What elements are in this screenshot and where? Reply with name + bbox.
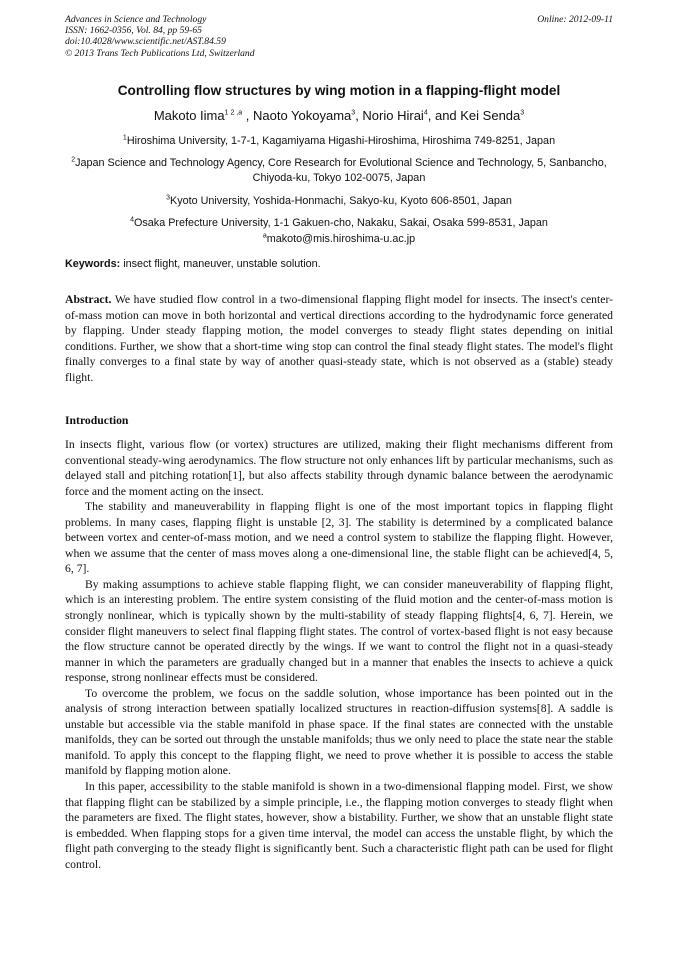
abstract (65, 292, 613, 386)
affiliation-mark: 1 (122, 134, 127, 142)
affiliation-text: Kyoto University, Yoshida-Honmachi, Sakyo-ku, Kyoto 606-8501, Japan (170, 195, 512, 207)
author-affiliation-mark: 3 (351, 109, 356, 117)
online-date: Online: 2012-09-11 (537, 14, 613, 25)
abstract-label: Abstract. (65, 293, 112, 306)
paragraph: In insects flight, various flow (or vortex) structures are utilized, making their flight mechanisms different from conventional steady-wing aerodynamics. The flow structure not only enhances lift by particular mechanisms, such as delayed stall and pitching rotation[1], but also affects stability through dynamic balance between the aerodynamic force and the moment acting on the insect. (65, 438, 613, 498)
affiliation-text: Japan Science and Technology Agency, Core Research for Evolutional Science and Technology, 5, Sanbancho, Chiyoda-ku, Tokyo 102-0075, Japan (75, 157, 607, 185)
affiliation-3 (60, 194, 618, 209)
email-line (60, 232, 618, 247)
paper-title: Controlling flow structures by wing motion in a flapping-flight model (117, 83, 561, 98)
issn: ISSN: 1662-0356, Vol. 84, pp 59-65 (65, 25, 202, 37)
author-affiliation-mark: 3 (520, 109, 525, 117)
paragraph: By making assumptions to achieve stable flapping flight, we can consider maneuverability of flapping flight, which is an interesting problem. The entire system consisting of the fluid motion and the center-of-mass motion is strongly nonlinear, which is typically shown by the multi-stability of steady flapping flights[4, 6, 7]. Herein, we consider flight maneuvers to select final flapping flight states. The control of vortex-based flight is not easy because the flow structure cannot be operated directly by the wings. If we want to control the flight not in a quasi-steady manner in which the parameters are gradually changed but in a manner that enables the insects to achieve a quick response, strong nonlinear effects must be considered. (65, 577, 613, 685)
affiliation-mark: 3 (166, 194, 170, 202)
affiliation-text: Hiroshima University, 1-7-1, Kagamiyama Higashi-Hiroshima, Hiroshima 749-8251, Japan (126, 135, 556, 147)
affiliation-text: Osaka Prefecture University, 1-1 Gakuen-cho, Nakaku, Sakai, Osaka 599-8531, Japan (134, 217, 548, 229)
author-name: Makoto Iima (153, 108, 225, 123)
copyright: © 2013 Trans Tech Publications Ltd, Switzerland (65, 47, 255, 59)
email-address: makoto@mis.hiroshima-u.ac.jp (266, 233, 416, 245)
author-affiliation-mark: 4 (423, 109, 428, 117)
section-heading: Introduction (65, 414, 129, 427)
affiliation-mark: 4 (130, 216, 134, 224)
email-mark: a (262, 232, 267, 240)
author-name: Norio Hirai (362, 108, 424, 123)
author-name: Naoto Yokoyama (252, 108, 352, 123)
affiliation-mark: 2 (71, 156, 76, 164)
affiliation-4 (60, 216, 618, 231)
introduction-body (65, 437, 613, 872)
author-affiliation-mark: 1 2 ,a (224, 109, 243, 117)
journal-name: Advances in Science and Technology (65, 14, 207, 25)
author-list: Makoto Iima$^{1 2 ,a}$ , Naoto Yokoyama$^3$, Norio Hirai$^4$, and Kei Senda$^3$ (153, 108, 525, 123)
paragraph: In this paper, accessibility to the stable manifold is shown in a two-dimensional flapping model. First, we show that flapping flight can be stabilized by a simple principle, i.e., the flapping motion converges to steady flight when the parameters are fixed. The flight states, however, show a bistability. Further, we show that an unstable flight state is embedded. When flapping stops for a given time interval, the model can access the unstable flight, by which the flight path converging to the steady flight is significantly bent. Such a characteristic flight path can be used for flight control. (65, 780, 613, 871)
keywords-text: insect flight, maneuver, unstable solution. (123, 258, 321, 270)
paragraph: To overcome the problem, we focus on the saddle solution, whose importance has been pointed out in the analysis of strong interaction between spatially localized structures in reaction-diffusion systems[8]. A saddle is unstable but accessible via the stable manifold in phase space. If the final states are connected with the unstable manifolds, they can be sorted out through the unstable manifolds; thus we only need to place the state near the stable manifold. To apply this concept to the flapping flight, we need to prove whether it is possible to access the stable manifold by flapping motion alone. (65, 686, 613, 778)
affiliation-1 (60, 134, 618, 149)
abstract-text: We have studied flow control in a two-dimensional flapping flight model for insects. The insect's center-of-mass motion can move in both horizontal and vertical directions according to the hydrodynamic force generated by flapping. Under steady flapping motion, the model converges to steady flight states depending on initial conditions. Further, we show that a short-time wing stop can control the final steady flight states. The model's flight finally converges to a final state by way of another quasi-steady state, which is not observed as a (stable) steady flight. (65, 293, 614, 384)
affiliation-2 (64, 156, 614, 187)
keywords (65, 258, 321, 270)
paragraph: The stability and maneuverability in flapping flight is one of the most important topics in flapping flight problems. In many cases, flapping flight is unstable [2, 3]. The stability is determined by a complicated balance between vortex and center-of-mass motion, and we need a control system to stabilize the flapping flight. However, when we assume that the center of mass moves along a one-dimensional line, the stable flight can be achieved[4, 5, 6, 7]. (65, 500, 613, 576)
doi: doi:10.4028/www.scientific.net/AST.84.59 (65, 36, 226, 48)
author-name: Kei Senda (460, 108, 521, 123)
page-header (65, 14, 613, 59)
keywords-label: Keywords: (65, 258, 121, 270)
